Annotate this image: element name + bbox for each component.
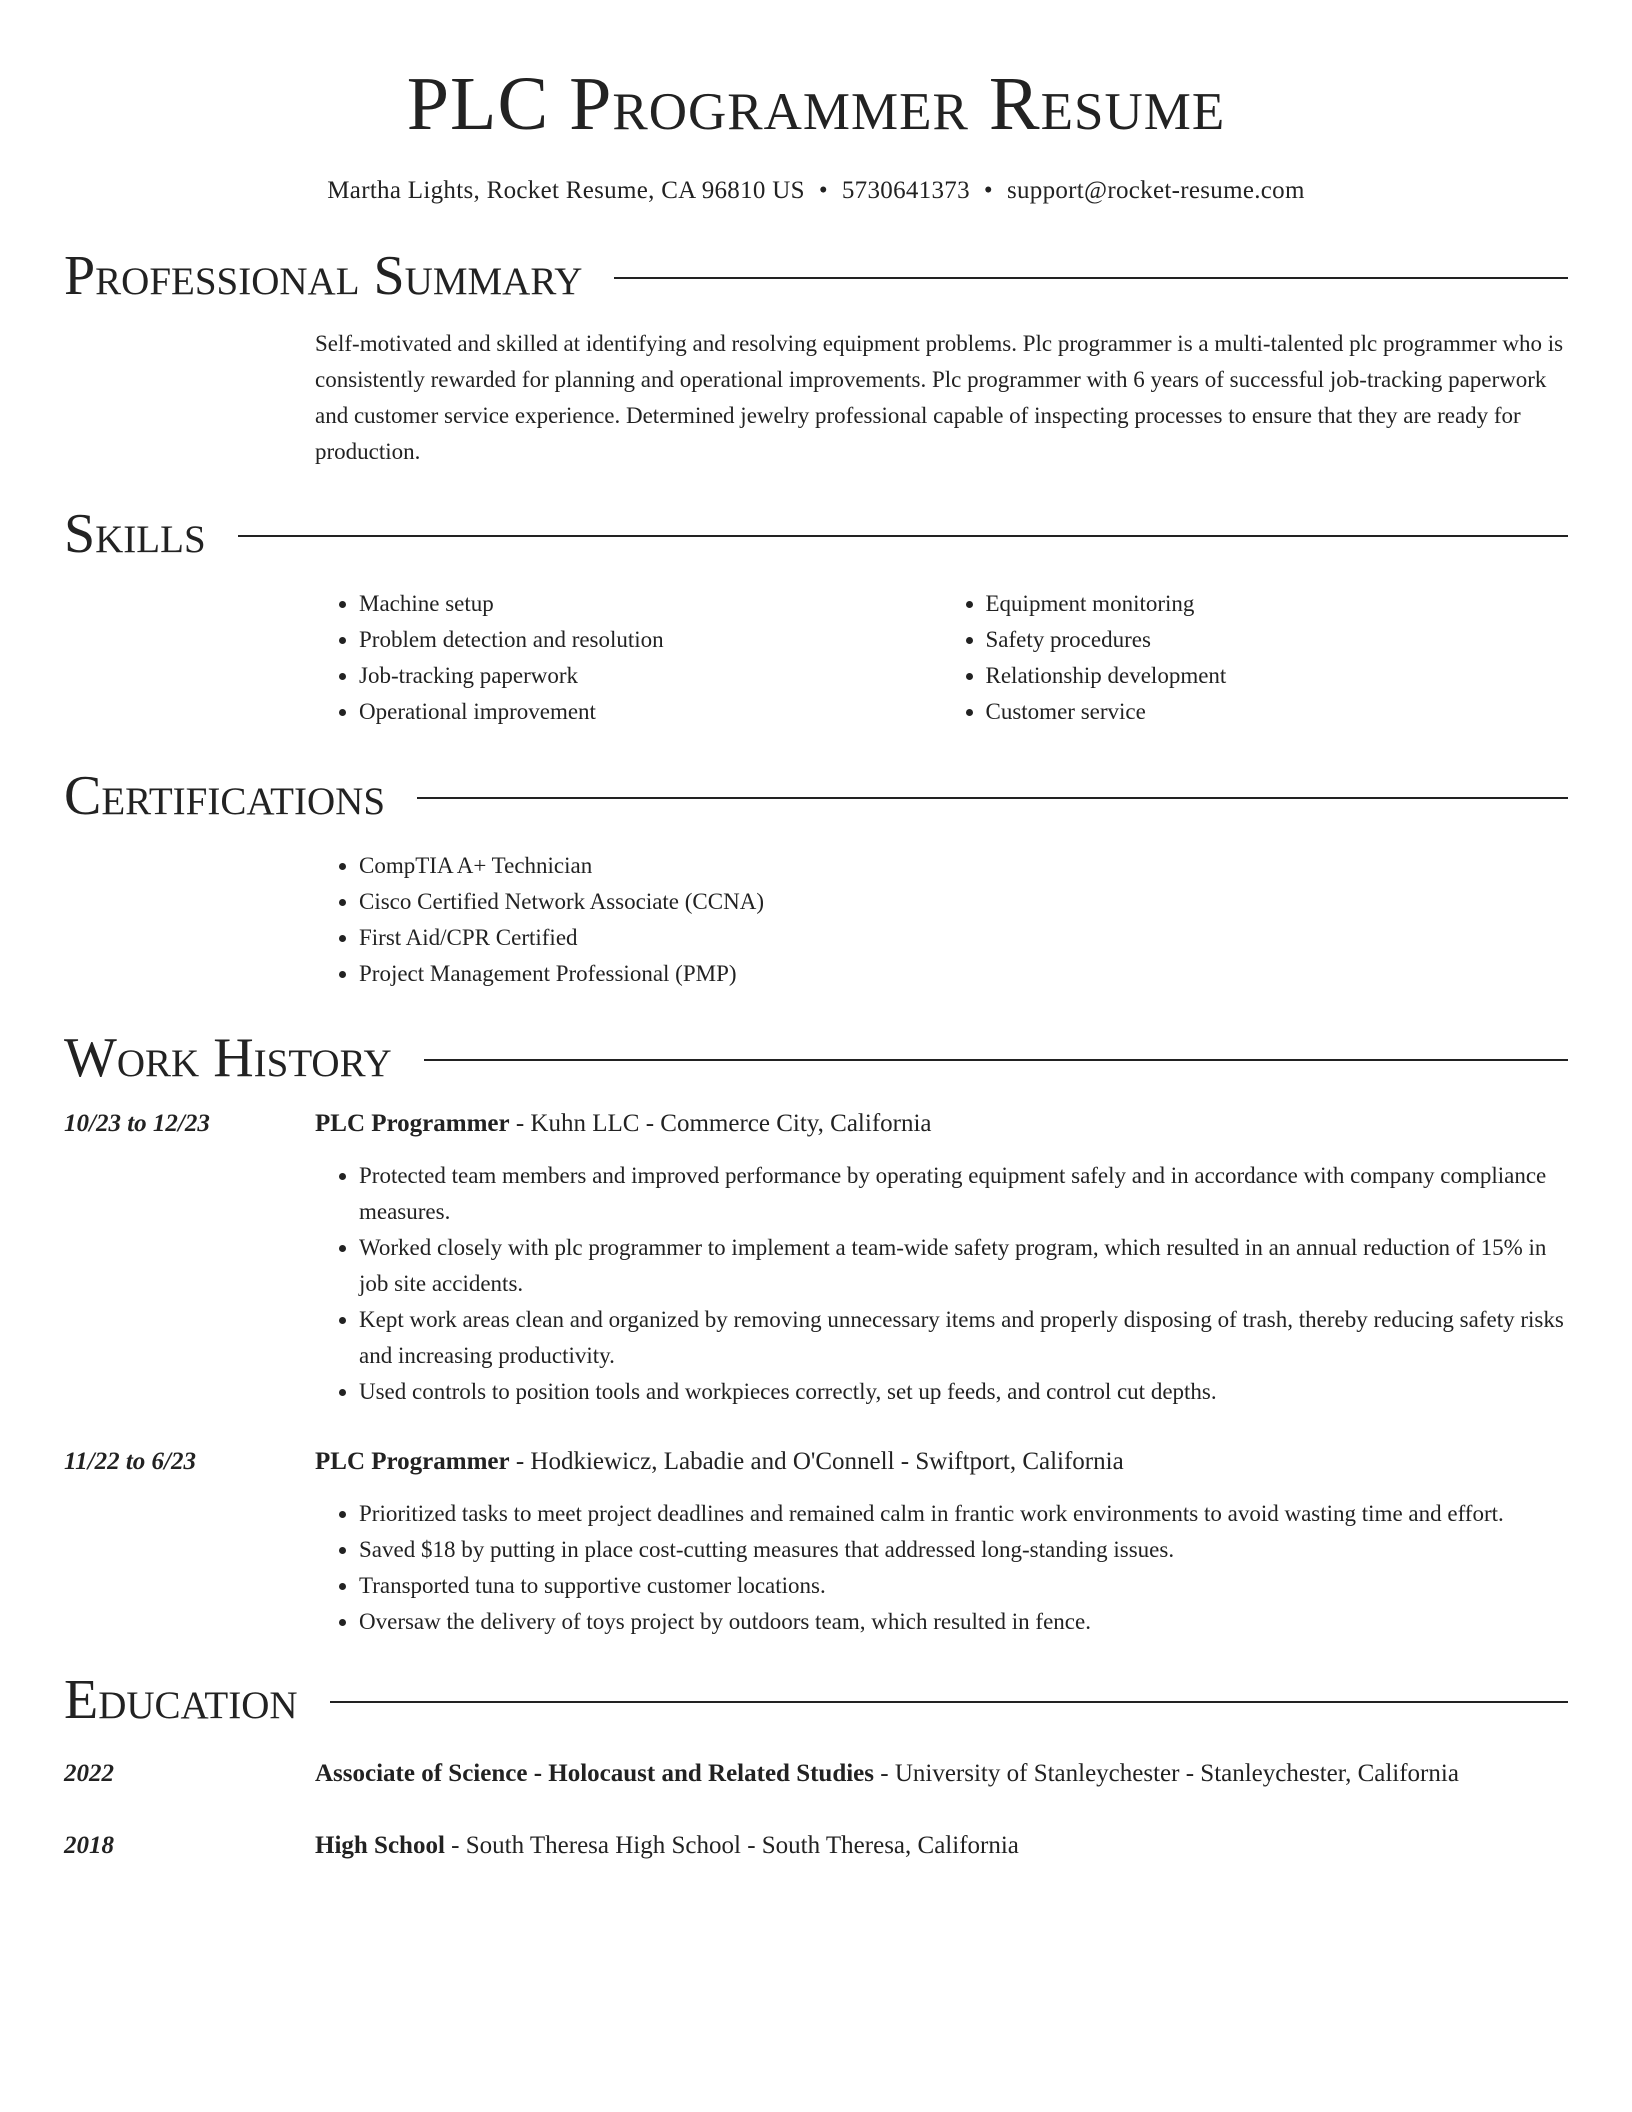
- resume-page: [64, 0, 1568, 1864]
- education-heading: Education: [64, 1669, 298, 1731]
- work-bullet: • Saved $18 by putting in place cost-cutting measures that addressed long-standing issues.: [359, 1532, 1568, 1568]
- work-entry: [64, 1444, 1568, 1640]
- skill-item: • Safety procedures: [986, 622, 1569, 658]
- education-section-header: [64, 1670, 1568, 1730]
- contact-email: support@rocket-resume.com: [1006, 177, 1305, 204]
- work-content: [315, 1444, 1568, 1640]
- education-entry: [64, 1828, 1568, 1864]
- work-bullet: • Oversaw the delivery of toys project by outdoors team, which resulted in fence.: [359, 1604, 1568, 1640]
- education-headline: [315, 1756, 1568, 1792]
- certifications-section-header: [64, 766, 1568, 826]
- section-divider: [424, 1059, 1568, 1061]
- work-role: PLC Programmer: [315, 1448, 510, 1475]
- certification-item: • CompTIA A+ Technician: [359, 848, 1568, 884]
- contact-line: [64, 174, 1568, 208]
- skills-list: [315, 586, 1568, 730]
- education-content: [315, 1828, 1568, 1864]
- education-degree: High School: [315, 1832, 445, 1859]
- work-bullet: • Used controls to position tools and workpieces correctly, set up feeds, and control cut depths.: [359, 1374, 1568, 1410]
- skills-heading: Skills: [64, 503, 206, 565]
- certification-item: • First Aid/CPR Certified: [359, 920, 1568, 956]
- section-divider: [614, 277, 1568, 279]
- education-year: 2018: [64, 1832, 114, 1859]
- certifications-list: [315, 848, 1568, 992]
- education-entry: [64, 1756, 1568, 1792]
- work-headline: [315, 1444, 1568, 1480]
- skill-item: • Relationship development: [986, 658, 1569, 694]
- resume-title: PLC Programmer Resume: [406, 62, 1226, 146]
- work-content: [315, 1106, 1568, 1410]
- work-bullet: • Worked closely with plc programmer to implement a team-wide safety program, which resulted in an annual reduction of 15% in job site accidents.: [359, 1230, 1568, 1302]
- work-bullets: [315, 1496, 1568, 1640]
- education-details: - University of Stanleychester - Stanleychester, California: [874, 1760, 1459, 1787]
- summary-section-header: [64, 246, 1568, 306]
- work-bullet: • Protected team members and improved performance by operating equipment safely and in accordance with company compliance measures.: [359, 1158, 1568, 1230]
- summary-heading: Professional Summary: [64, 245, 583, 307]
- section-divider: [417, 797, 1568, 799]
- work-bullet: • Kept work areas clean and organized by removing unnecessary items and properly disposing of trash, thereby reducing safety risks and increasing productivity.: [359, 1302, 1568, 1374]
- skills-section-header: [64, 504, 1568, 564]
- education-content: [315, 1756, 1568, 1792]
- work-details: - Kuhn LLC - Commerce City, California: [509, 1110, 932, 1137]
- section-divider: [238, 535, 1568, 537]
- certifications-bullets: [315, 848, 1568, 992]
- skill-item: • Operational improvement: [359, 694, 942, 730]
- education-headline: [315, 1828, 1568, 1864]
- work-date: 10/23 to 12/23: [64, 1110, 210, 1137]
- skills-column-right: [942, 586, 1569, 730]
- work-role: PLC Programmer: [315, 1110, 510, 1137]
- certifications-heading: Certifications: [64, 765, 386, 827]
- work-bullet: • Prioritized tasks to meet project deadlines and remained calm in frantic work environments to avoid wasting time and effort.: [359, 1496, 1568, 1532]
- work-bullet: • Transported tuna to supportive customer locations.: [359, 1568, 1568, 1604]
- skill-item: • Customer service: [986, 694, 1569, 730]
- skills-column-left: [315, 586, 942, 730]
- work-date: 11/22 to 6/23: [64, 1448, 196, 1475]
- education-year: 2022: [64, 1760, 114, 1787]
- contact-address: Martha Lights, Rocket Resume, CA 96810 US: [327, 177, 805, 204]
- contact-separator: •: [818, 177, 828, 204]
- certification-item: • Project Management Professional (PMP): [359, 956, 1568, 992]
- skill-item: • Job-tracking paperwork: [359, 658, 942, 694]
- skill-item: • Problem detection and resolution: [359, 622, 942, 658]
- summary-text: Self-motivated and skilled at identifying and resolving equipment problems. Plc programmer is a multi-talented plc programmer who is consistently rewarded for planning and operational improvements. Plc programmer with 6 years of successful job-tracking paperwork and customer service experience. Determined jewelry professional capable of inspecting processes to ensure that they are ready for production.: [315, 331, 1564, 464]
- work-bullets: [315, 1158, 1568, 1410]
- skill-item: • Machine setup: [359, 586, 942, 622]
- certification-item: • Cisco Certified Network Associate (CCNA): [359, 884, 1568, 920]
- work-section-header: [64, 1028, 1568, 1088]
- section-divider: [330, 1701, 1568, 1703]
- education-list: [64, 1756, 1568, 1864]
- work-details: - Hodkiewicz, Labadie and O'Connell - Swiftport, California: [509, 1448, 1124, 1475]
- work-entry: [64, 1106, 1568, 1410]
- work-heading: Work History: [64, 1027, 392, 1089]
- education-details: - South Theresa High School - South Theresa, California: [444, 1832, 1019, 1859]
- contact-separator: •: [983, 177, 993, 204]
- work-headline: [315, 1106, 1568, 1142]
- skill-item: • Equipment monitoring: [986, 586, 1569, 622]
- education-degree: Associate of Science - Holocaust and Related Studies: [315, 1760, 874, 1787]
- contact-phone: 5730641373: [841, 177, 970, 204]
